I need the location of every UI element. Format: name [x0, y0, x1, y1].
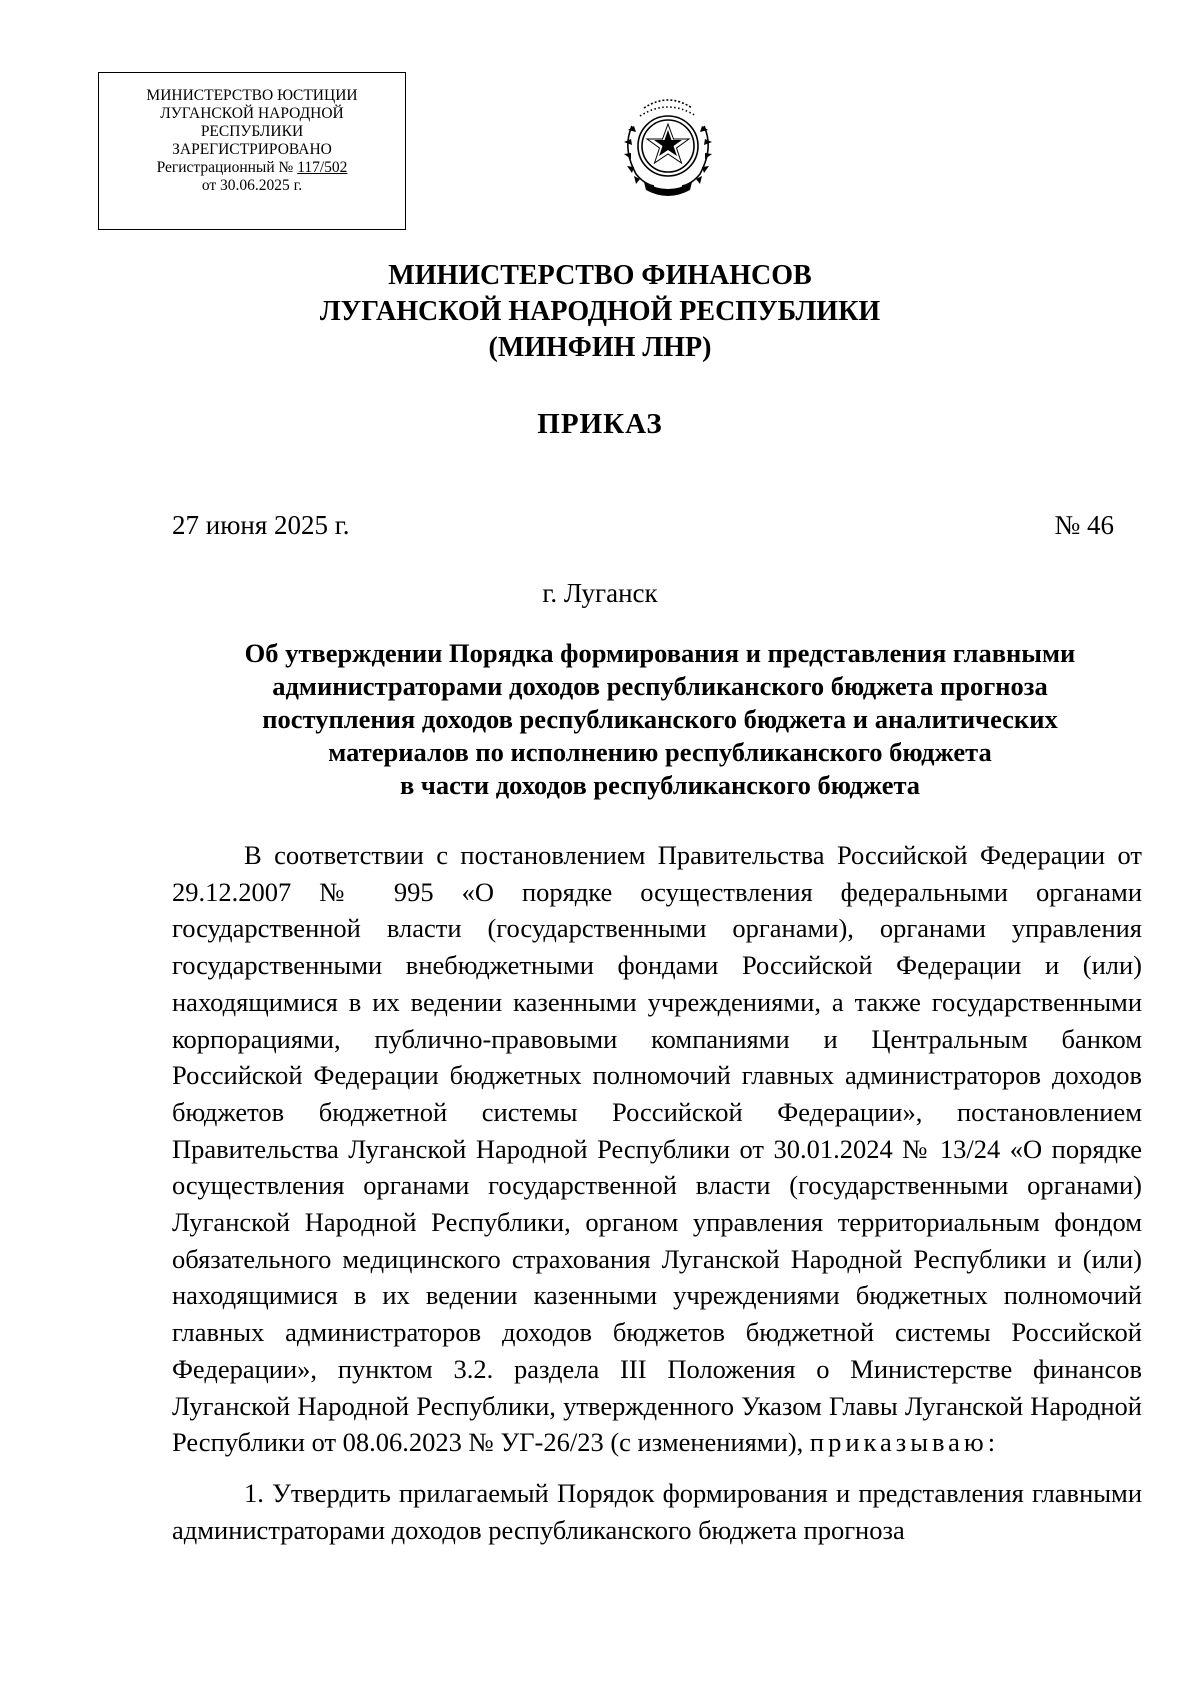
- preamble-paragraph: [172, 837, 1142, 1461]
- document-city: г. Луганск: [542, 578, 658, 608]
- item-paragraph: 1. Утвердить прилагаемый Порядок формирования и представления главными администраторами доходов республиканского бюджета прогноза: [172, 1477, 1142, 1545]
- subject-line: поступления доходов республиканского бюджета и аналитических: [262, 704, 1058, 734]
- document-subject: [200, 637, 1120, 802]
- org-name-line: ЛУГАНСКОЙ НАРОДНОЙ РЕСПУБЛИКИ: [319, 296, 881, 327]
- document-body: [172, 837, 1142, 1548]
- order-word: приказываю:: [809, 1427, 1000, 1458]
- stamp-reg-label: Регистрационный №: [156, 159, 294, 176]
- organization-header: [0, 258, 1200, 366]
- stamp-line: МИНИСТЕРСТВО ЮСТИЦИИ: [146, 87, 358, 104]
- stamp-reg-number: 117/502: [297, 159, 348, 176]
- org-abbrev: (МИНФИН ЛНР): [488, 332, 712, 363]
- document-date: 27 июня 2025 г.: [172, 510, 350, 540]
- lpr-coat-of-arms-icon: [610, 86, 726, 202]
- document-type: ПРИКАЗ: [537, 408, 663, 440]
- stamp-reg-line: [99, 159, 405, 177]
- preamble-text: В соответствии с постановлением Правительства Российской Федерации от 29.12.2007 № 995 «О порядке осуществления федеральными органами государственной власти (государственными органами), органами управления государственными внебюджетными фондами Российской Федерации и (или) находящимися в их ведении казенными учреждениями, а также государственными корпорациями, публично-правовыми компаниями и Центральным банком Российской Федерации бюджетных полномочий главных администраторов доходов бюджетов бюджетной системы Российской Федерации», постановлением Правительства Луганской Народной Республики от 30.01.2024 № 13/24 «О порядке осуществления органами государственной власти (государственными органами) Луганской Народной Республики, органом управления территориальным фондом обязательного медицинского страхования Луганской Народной Республики и (или) находящимися в их ведении казенными учреждениями бюджетных полномочий главных администраторов доходов бюджетов бюджетной системы Российской Федерации», пунктом 3.2. раздела III Положения о Министерстве финансов Луганской Народной Республики, утвержденного Указом Главы Луганской Народной Республики от 08.06.2023 № УГ-26/23 (с изменениями),: [172, 840, 1142, 1458]
- subject-line: администраторами доходов республиканского бюджета прогноза: [272, 671, 1048, 701]
- stamp-line: РЕСПУБЛИКИ: [200, 123, 304, 140]
- subject-line: материалов по исполнению республиканского бюджета: [328, 737, 992, 767]
- stamp-line: ЛУГАНСКОЙ НАРОДНОЙ: [160, 105, 344, 122]
- stamp-reg-date: от 30.06.2025 г.: [201, 177, 303, 194]
- stamp-line: ЗАРЕГИСТРИРОВАНО: [172, 141, 332, 158]
- org-name-line: МИНИСТЕРСТВО ФИНАНСОВ: [388, 260, 812, 291]
- document-number: № 46: [1054, 510, 1114, 540]
- registration-stamp: [98, 72, 406, 230]
- subject-line: Об утверждении Порядка формирования и представления главными: [244, 638, 1076, 668]
- subject-line: в части доходов республиканского бюджета: [399, 770, 921, 800]
